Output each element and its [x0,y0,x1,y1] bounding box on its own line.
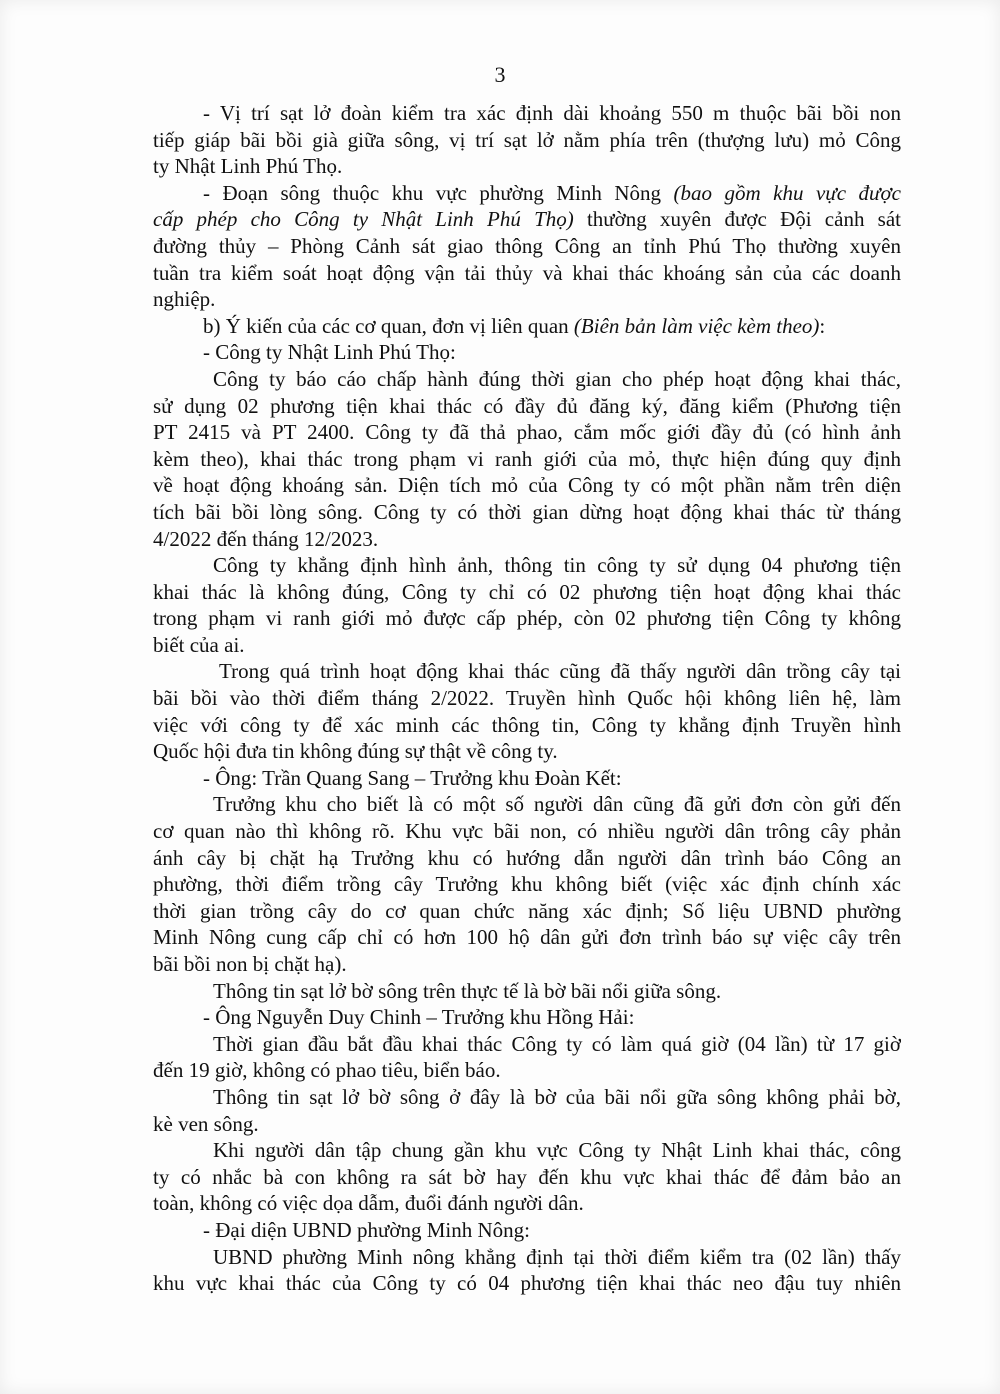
text-line [153,393,901,420]
text-span: Minh Nông cung cấp chỉ có hơn 100 hộ dân gửi đơn trình báo sự việc cây trên [153,925,901,950]
document-body [153,100,901,1297]
text-line [153,738,901,765]
text-span: thời gian trồng cây do cơ quan chức năng xác định; Số liệu UBND phường [153,898,901,923]
text-line [153,579,901,606]
text-span: tuần tra kiểm soát hoạt động vận tải thủy và khai thác khoáng sản của các doanh [153,260,901,285]
text-span: Công ty khẳng định hình ảnh, thông tin công ty sử dụng 04 phương tiện [213,553,901,578]
text-line [153,1004,901,1031]
text-span: PT 2415 và PT 2400. Công ty đã thả phao, cắm mốc giới đầy đủ (có hình ảnh [153,420,901,445]
text-line [153,286,901,313]
text-span: b) Ý kiến của các cơ quan, đơn vị liên quan [203,313,574,338]
text-line [153,1031,901,1058]
text-span: Thông tin sạt lở bờ sông trên thực tế là bờ bãi nổi giữa sông. [213,978,722,1003]
text-line [153,206,901,233]
text-span: ánh cây bị chặt hạ Trưởng khu có hướng dẫn người dân trình báo Công an [153,845,901,870]
text-span: về hoạt động khoáng sản. Diện tích mỏ của Công ty có một phần nằm trên diện [153,473,901,498]
text-line [153,1111,901,1138]
text-line [153,100,901,127]
page-number: 3 [494,62,506,87]
text-span: khu vực khai thác của Công ty có 04 phương tiện khai thác neo đậu tuy nhiên [153,1271,901,1296]
text-line [153,260,901,287]
text-line [153,924,901,951]
text-line [153,552,901,579]
text-span: 4/2022 đến tháng 12/2023. [153,526,379,551]
text-span: - Đoạn sông thuộc khu vực phường Minh Nông [203,180,674,205]
text-line [153,153,901,180]
text-line [153,1164,901,1191]
text-line [153,339,901,366]
text-line [153,526,901,553]
text-line [153,978,901,1005]
text-line [153,180,901,207]
text-span: phường, thời điểm trồng cây Trưởng khu không biết (việc xác định chính xác [153,872,901,897]
text-span: - Ông: Trần Quang Sang – Trưởng khu Đoàn Kết: [203,765,622,790]
text-span: tiếp giáp bãi bồi già giữa sông, vị trí sạt lở nằm phía trên (thượng lưu) mỏ Công [153,127,901,152]
text-span: việc với công ty để xác minh các thông tin, Công ty khẳng định Truyền hình [153,712,901,737]
text-line [153,1057,901,1084]
text-line [153,1084,901,1111]
text-span: nghiệp. [153,287,216,312]
text-span: Trưởng khu cho biết là có một số người dân cũng đã gửi đơn còn gửi đến [213,792,901,817]
italic-text: (Biên bản làm việc kèm theo) [573,313,820,338]
text-span: bãi bồi non bị chặt hạ). [153,952,347,976]
text-span: bãi bồi vào thời điểm tháng 2/2022. Truyền hình Quốc hội không liên hệ, làm [153,686,901,711]
text-span: cơ quan nào thì không rõ. Khu vực bãi non, có nhiều người dân trông cây phản [153,819,901,844]
text-span: trong phạm vi ranh giới mỏ được cấp phép, còn 02 phương tiện Công ty không [153,606,901,631]
text-span: kè ven sông. [153,1111,259,1136]
text-span: Khi người dân tập chung gần khu vực Công ty Nhật Linh khai thác, công [213,1138,901,1163]
text-span: Công ty báo cáo chấp hành đúng thời gian cho phép hoạt động khai thác, [213,366,901,391]
text-line [153,1217,901,1244]
text-span: kèm theo), khai thác trong phạm vi ranh giới của mỏ, thực hiện đúng quy định [153,446,901,471]
text-span: - Vị trí sạt lở đoàn kiểm tra xác định dài khoảng 550 m thuộc bãi bồi non [203,101,901,125]
text-span: Trong quá trình hoạt động khai thác cũng đã thấy người dân trồng cây tại [219,659,901,684]
text-line [153,1137,901,1164]
text-line [153,313,901,340]
text-span: - Công ty Nhật Linh Phú Thọ: [203,340,456,365]
text-line [153,419,901,446]
text-span: tích bãi bồi lòng sông. Công ty có thời gian dừng hoạt động khai thác từ tháng [153,499,901,524]
text-line [153,712,901,739]
text-span: đường thủy – Phòng Cảnh sát giao thông Công an tỉnh Phú Thọ thường xuyên [153,233,901,258]
text-span: Thông tin sạt lở bờ sông ở đây là bờ của bãi nổi gữa sông không phải bờ, [213,1084,901,1109]
text-line [153,446,901,473]
text-line [153,871,901,898]
text-span: - Ông Nguyễn Duy Chinh – Trưởng khu Hồng Hải: [203,1005,635,1030]
text-line [153,366,901,393]
text-span: ty có nhắc bà con không ra sát bờ hay đến khu vực khai thác để đảm bảo an [153,1164,901,1189]
text-line [153,1270,901,1297]
text-span: thường xuyên được Đội cảnh sát [573,207,901,232]
text-line [153,951,901,978]
text-line [153,685,901,712]
text-line [153,233,901,260]
text-line [153,632,901,659]
text-span: đến 19 giờ, không có phao tiêu, biển báo. [153,1058,501,1083]
text-line [153,499,901,526]
text-span: UBND phường Minh nông khẳng định tại thời điểm kiểm tra (02 lần) thấy [213,1244,901,1269]
text-line [153,818,901,845]
text-line [153,898,901,925]
text-span: sử dụng 02 phương tiện khai thác có đầy đủ đăng ký, đăng kiểm (Phương tiện [153,393,901,418]
text-span: Quốc hội đưa tin không đúng sự thật về công ty. [153,739,558,764]
text-line [153,1244,901,1271]
text-span: : [819,313,826,338]
italic-text: cấp phép cho Công ty Nhật Linh Phú Thọ) [153,207,574,232]
italic-text: (bao gồm khu vực được [673,180,901,205]
text-span: ty Nhật Linh Phú Thọ. [153,154,343,179]
text-span: khai thác là không đúng, Công ty chỉ có 02 phương tiện hoạt động khai thác [153,579,901,604]
text-line [153,765,901,792]
text-line [153,605,901,632]
text-span: biết của ai. [153,632,245,657]
text-span: - Đại diện UBND phường Minh Nông: [203,1217,530,1242]
text-line [153,658,901,685]
text-line [153,845,901,872]
text-line [153,791,901,818]
text-line [153,127,901,154]
text-span: Thời gian đầu bắt đầu khai thác Công ty có làm quá giờ (04 lần) từ 17 giờ [213,1031,901,1056]
text-line [153,472,901,499]
text-span: toàn, không có việc dọa dẫm, đuổi đánh người dân. [153,1191,584,1216]
text-line [153,1190,901,1217]
